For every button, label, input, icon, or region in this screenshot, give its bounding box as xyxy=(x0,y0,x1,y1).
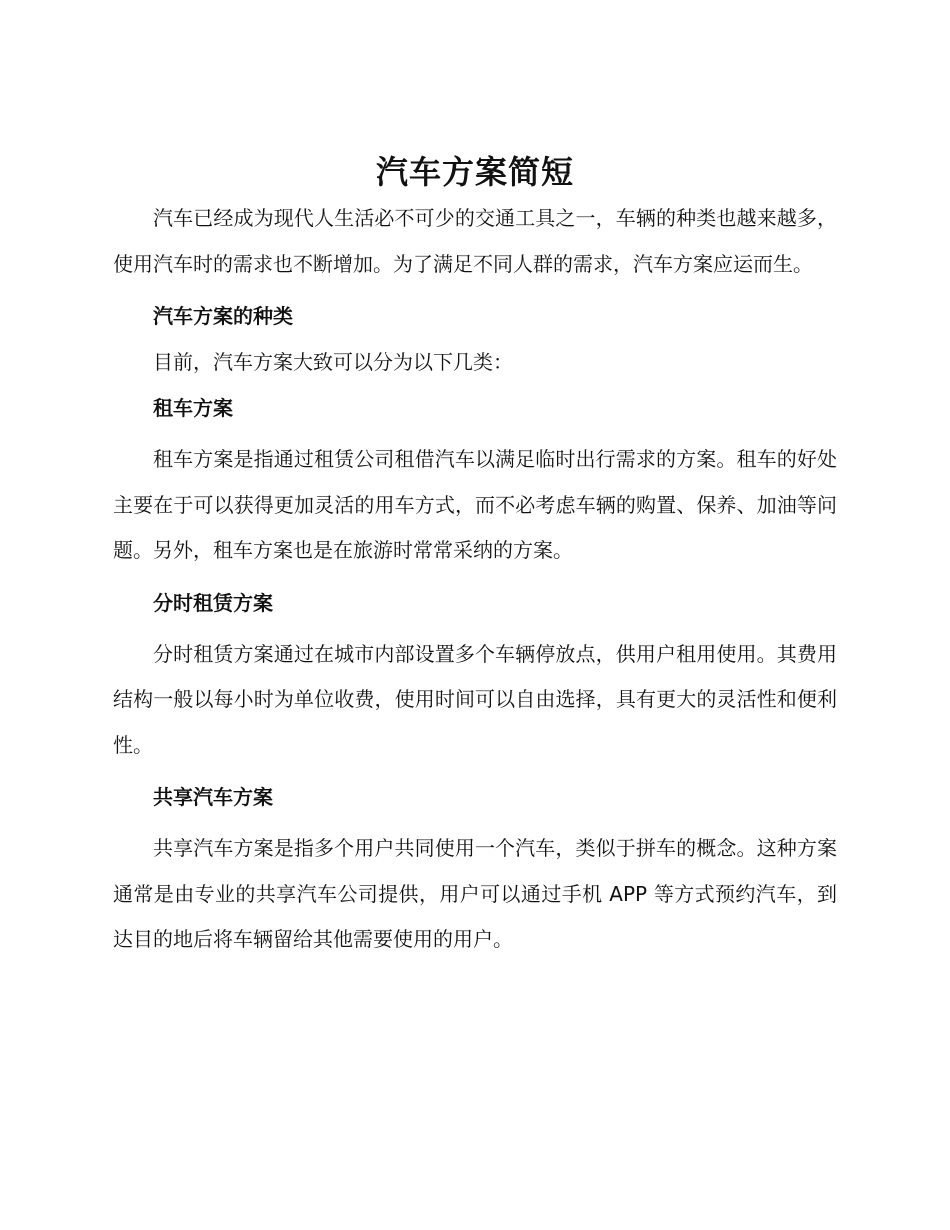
intro-paragraph: 汽车已经成为现代人生活必不可少的交通工具之一，车辆的种类也越来越多，使用汽车时的需求也不断增加。为了满足不同人群的需求，汽车方案应运而生。 xyxy=(113,206,837,276)
types-lead-paragraph: 目前，汽车方案大致可以分为以下几类： xyxy=(153,350,513,374)
section-body-car-sharing: 共享汽车方案是指多个用户共同使用一个汽车，类似于拼车的概念。这种方案通常是由专业的共享汽车公司提供，用户可以通过手机 APP 等方式预约汽车，到达目的地后将车辆留给其他需要使用的用户。 xyxy=(113,836,837,951)
document-page xyxy=(113,148,837,963)
document-title: 汽车方案简短 xyxy=(375,153,574,191)
section-body-car-rental: 租车方案是指通过租赁公司租借汽车以满足临时出行需求的方案。租车的好处主要在于可以获得更加灵活的用车方式，而不必考虑车辆的购置、保养、加油等问题。另外，租车方案也是在旅游时常常采纳的方案。 xyxy=(113,447,837,562)
section-heading-timeshare-rental: 分时租赁方案 xyxy=(153,590,273,615)
section-body-timeshare-rental: 分时租赁方案通过在城市内部设置多个车辆停放点，供用户租用使用。其费用结构一般以每小时为单位收费，使用时间可以自由选择，具有更大的灵活性和便利性。 xyxy=(113,641,837,757)
section-heading-car-sharing: 共享汽车方案 xyxy=(153,785,273,809)
section-heading-car-rental: 租车方案 xyxy=(153,396,233,420)
types-heading: 汽车方案的种类 xyxy=(153,304,293,328)
